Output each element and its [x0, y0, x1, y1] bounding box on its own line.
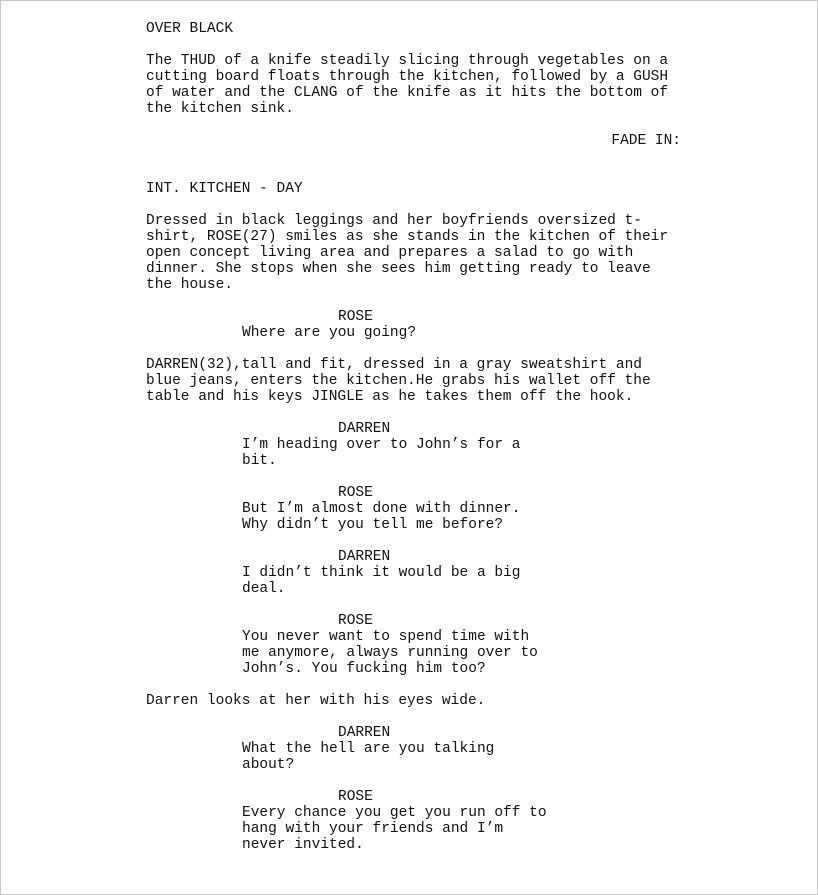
action-line: dinner. She stops when she sees him getting ready to leave	[146, 261, 651, 277]
action-line: Dressed in black leggings and her boyfriends oversized t-	[146, 213, 642, 229]
scene-heading	[146, 181, 746, 197]
character-name: DARREN	[338, 421, 391, 437]
action-line: table and his keys JINGLE as he takes them off the hook.	[146, 389, 634, 405]
dialogue-line: deal.	[242, 581, 286, 597]
dialogue-block-6	[242, 725, 746, 773]
character-name: DARREN	[338, 725, 391, 741]
transition-text: FADE IN:	[611, 133, 681, 149]
action-line: DARREN(32),tall and fit, dressed in a gray sweatshirt and	[146, 357, 642, 373]
transition	[146, 133, 681, 149]
character-name: ROSE	[338, 613, 373, 629]
dialogue-line: hang with your friends and I’m	[242, 821, 504, 837]
action-line: of water and the CLANG of the knife as it hits the bottom of	[146, 85, 669, 101]
action-line: shirt, ROSE(27) smiles as she stands in the kitchen of their	[146, 229, 669, 245]
dialogue-block-3	[242, 485, 746, 533]
action-line: open concept living area and prepares a salad to go with	[146, 245, 634, 261]
opening-line	[146, 21, 746, 37]
character-name: DARREN	[338, 549, 391, 565]
dialogue-block-1	[242, 309, 746, 341]
scene-heading-text: INT. KITCHEN - DAY	[146, 181, 303, 197]
screenplay-body	[146, 21, 746, 869]
dialogue-line: never invited.	[242, 837, 364, 853]
action-paragraph-4	[146, 693, 716, 709]
dialogue-block-7	[242, 789, 746, 853]
dialogue-line: me anymore, always running over to	[242, 645, 538, 661]
action-paragraph-1	[146, 53, 716, 117]
action-paragraph-3	[146, 357, 716, 405]
action-line: the house.	[146, 277, 234, 293]
dialogue-block-4	[242, 549, 746, 597]
dialogue-line: Why didn’t you tell me before?	[242, 517, 504, 533]
opening-text: OVER BLACK	[146, 21, 234, 37]
character-name: ROSE	[338, 485, 373, 501]
character-name: ROSE	[338, 309, 373, 325]
dialogue-line: bit.	[242, 453, 277, 469]
dialogue-line: But I’m almost done with dinner.	[242, 501, 521, 517]
dialogue-line: I didn’t think it would be a big	[242, 565, 521, 581]
action-line: the kitchen sink.	[146, 101, 294, 117]
dialogue-line: You never want to spend time with	[242, 629, 530, 645]
dialogue-line: What the hell are you talking	[242, 741, 495, 757]
dialogue-line: Where are you going?	[242, 325, 417, 341]
dialogue-line: about?	[242, 757, 295, 773]
action-line: cutting board floats through the kitchen, followed by a GUSH	[146, 69, 669, 85]
dialogue-block-2	[242, 421, 746, 469]
action-line: The THUD of a knife steadily slicing through vegetables on a	[146, 53, 669, 69]
action-line: blue jeans, enters the kitchen.He grabs his wallet off the	[146, 373, 651, 389]
dialogue-line: I’m heading over to John’s for a	[242, 437, 521, 453]
action-line: Darren looks at her with his eyes wide.	[146, 693, 486, 709]
character-name: ROSE	[338, 789, 373, 805]
dialogue-line: John’s. You fucking him too?	[242, 661, 486, 677]
action-paragraph-2	[146, 213, 716, 293]
dialogue-block-5	[242, 613, 746, 677]
dialogue-line: Every chance you get you run off to	[242, 805, 547, 821]
